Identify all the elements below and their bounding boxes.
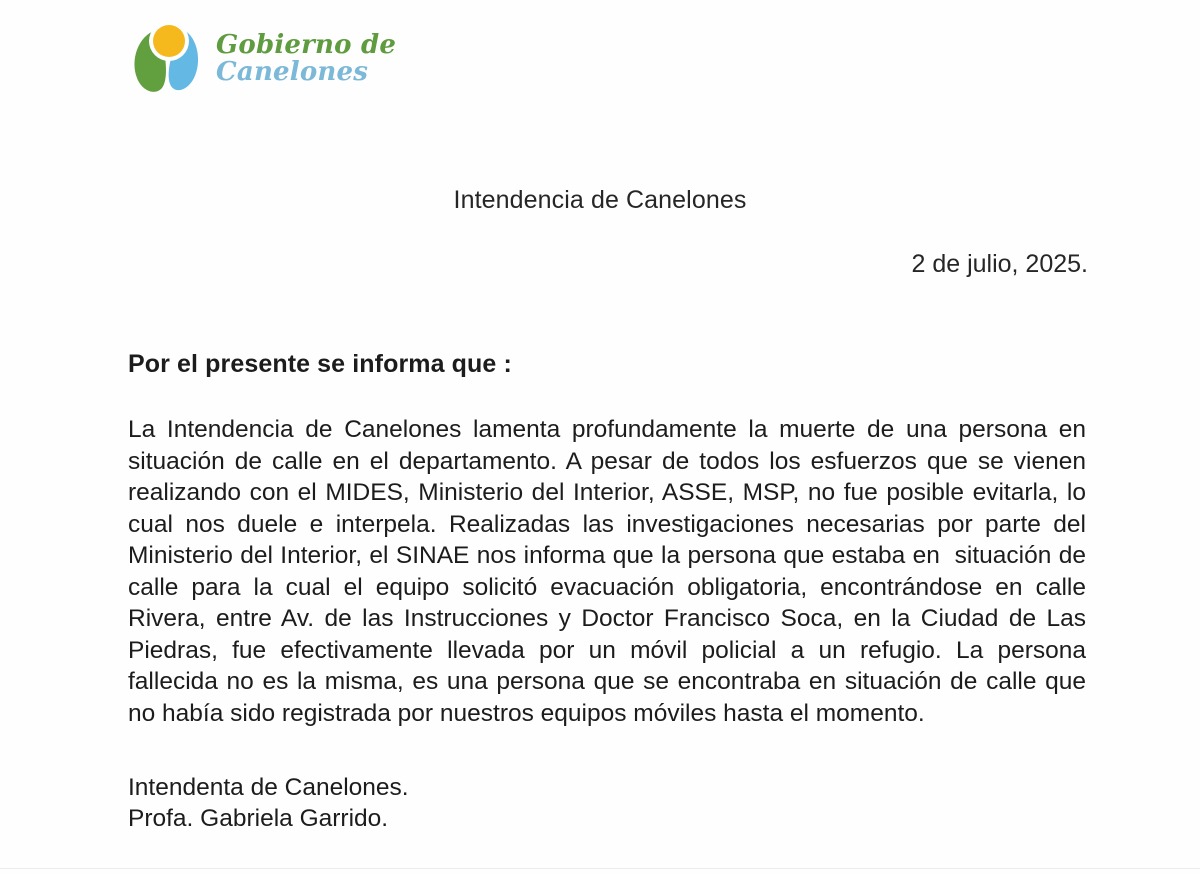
body-line: Rivera, entre Av. de las Instrucciones y Doctor Francisco Soca, en la Ciudad de Las — [128, 605, 1086, 632]
body-line: situación de calle en el departamento. A pesar de todos los esfuerzos que se vienen — [128, 447, 1086, 475]
letterhead — [126, 14, 396, 100]
signature-name: Profa. Gabriela Garrido. — [128, 805, 389, 832]
document-signature — [128, 772, 409, 834]
logo-wordmark — [216, 28, 396, 85]
body-line: Piedras, fue efectivamente llevada por un móvil policial a un refugio. La persona — [128, 636, 1086, 664]
canelones-leaf-sun-logo-icon — [126, 14, 208, 100]
bottom-divider — [0, 868, 1200, 869]
document-body — [128, 414, 1086, 729]
body-line: fallecida no es la misma, es una persona que se encontraba en situación de calle que — [128, 668, 1086, 695]
body-line: calle para la cual el equipo solicitó evacuación obligatoria, encontrándose en calle — [128, 573, 1086, 601]
body-line: realizando con el MIDES, Ministerio del Interior, ASSE, MSP, no fue posible evitarla, lo — [128, 479, 1086, 506]
body-line: La Intendencia de Canelones lamenta profundamente la muerte de una persona en — [128, 416, 1086, 443]
logo-wordmark-line-1: Gobierno de — [216, 30, 397, 61]
signature-role: Intendenta de Canelones. — [128, 774, 409, 801]
logo-wordmark-line-2: Canelones — [216, 57, 369, 87]
document-date: 2 de julio, 2025. — [911, 250, 1088, 278]
body-line: Ministerio del Interior, el SINAE nos informa que la persona que estaba en situación de — [128, 542, 1086, 569]
document-salutation: Por el presente se informa que : — [128, 350, 512, 378]
body-line: no había sido registrada por nuestros equipos móviles hasta el momento. — [128, 699, 925, 727]
document-title: Intendencia de Canelones — [453, 186, 747, 214]
body-line: cual nos duele e interpela. Realizadas las investigaciones necesarias por parte del — [128, 510, 1086, 538]
